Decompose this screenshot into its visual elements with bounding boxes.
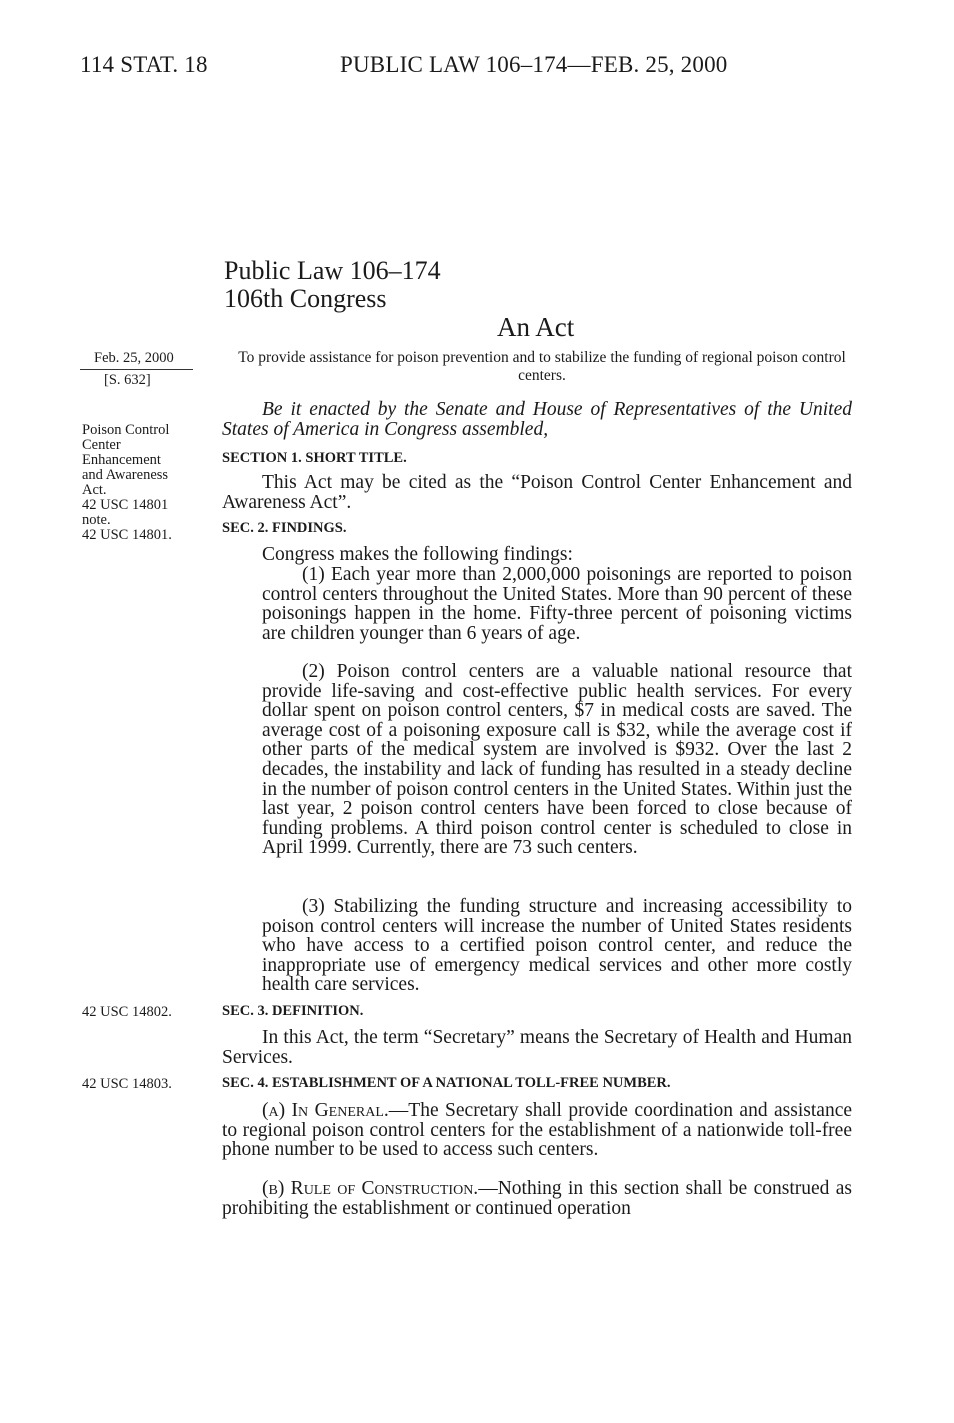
section-2-intro: Congress makes the following findings: xyxy=(262,544,573,565)
law-number: Public Law 106–174 xyxy=(224,256,441,285)
section-4a xyxy=(222,1101,852,1160)
section-3-heading: SEC. 3. DEFINITION. xyxy=(222,1003,364,1019)
page-reference: 114 STAT. 18 xyxy=(80,52,208,77)
section-2-heading: SEC. 2. FINDINGS. xyxy=(222,520,347,536)
enacting-clause: Be it enacted by the Senate and House of Representatives of the United States of America in Congress assembled, xyxy=(222,399,852,440)
section-1-heading: SECTION 1. SHORT TITLE. xyxy=(222,450,407,466)
section-4a-text: —The Secretary shall provide coordination and assistance to regional poison control centers for the establishment of a nationwide toll-free phone number to be used to access such centers. xyxy=(222,1100,853,1161)
congress-number: 106th Congress xyxy=(224,284,387,313)
sidenote-bill-number: [S. 632] xyxy=(104,372,151,388)
purpose-statement: To provide assistance for poison prevention and to stabilize the funding of regional poison control centers. xyxy=(238,349,846,384)
section-4b-label: (b) Rule of Construction. xyxy=(262,1178,479,1199)
finding-1: (1) Each year more than 2,000,000 poisonings are reported to poison control centers throughout the United States. More than 90 percent of these poisonings happen in the home. Fifty-three percent of poisoning victims are children younger than 6 years of age. xyxy=(262,564,852,644)
sidenote-divider xyxy=(80,369,193,370)
act-heading: An Act xyxy=(497,312,575,342)
sidenote-short-title-citation: Poison Control Center Enhancement and Awareness Act. 42 USC 14801 note. 42 USC 14801. xyxy=(82,422,172,543)
section-4-heading: SEC. 4. ESTABLISHMENT OF A NATIONAL TOLL-FREE NUMBER. xyxy=(222,1075,671,1091)
section-4b-text: —Nothing in this section shall be construed as prohibiting the establishment or continued operation xyxy=(222,1178,852,1219)
sidenote-date: Feb. 25, 2000 xyxy=(94,350,174,366)
running-title: PUBLIC LAW 106–174—FEB. 25, 2000 xyxy=(340,52,728,77)
section-4b xyxy=(222,1179,852,1218)
section-1-text: This Act may be cited as the “Poison Control Center Enhancement and Awareness Act”. xyxy=(222,472,852,513)
section-3-text: In this Act, the term “Secretary” means the Secretary of Health and Human Services. xyxy=(222,1027,852,1068)
sidenote-usc-sec4: 42 USC 14803. xyxy=(82,1076,172,1092)
section-4a-label: (a) In General. xyxy=(262,1100,389,1121)
finding-3: (3) Stabilizing the funding structure and increasing accessibility to poison control centers will increase the number of United States residents who have access to a certified poison control center, and reduce the inappropriate use of emergency medical services and other more costly health care services. xyxy=(262,896,852,996)
finding-2: (2) Poison control centers are a valuable national resource that provide life-saving and cost-effective public health services. For every dollar spent on poison control centers, $7 in medical costs are saved. The average cost of a poisoning exposure call is $32, while the average cost if other parts of the medical system are involved is $932. Over the last 2 decades, the instability and lack of funding has resulted in a steady decline in the number of poison control centers in the United States. Within just the last year, 2 poison control centers have been forced to close because of funding problems. A third poison control center is scheduled to close in April 1999. Currently, there are 73 such centers. xyxy=(262,661,852,859)
sidenote-usc-sec3: 42 USC 14802. xyxy=(82,1004,172,1020)
